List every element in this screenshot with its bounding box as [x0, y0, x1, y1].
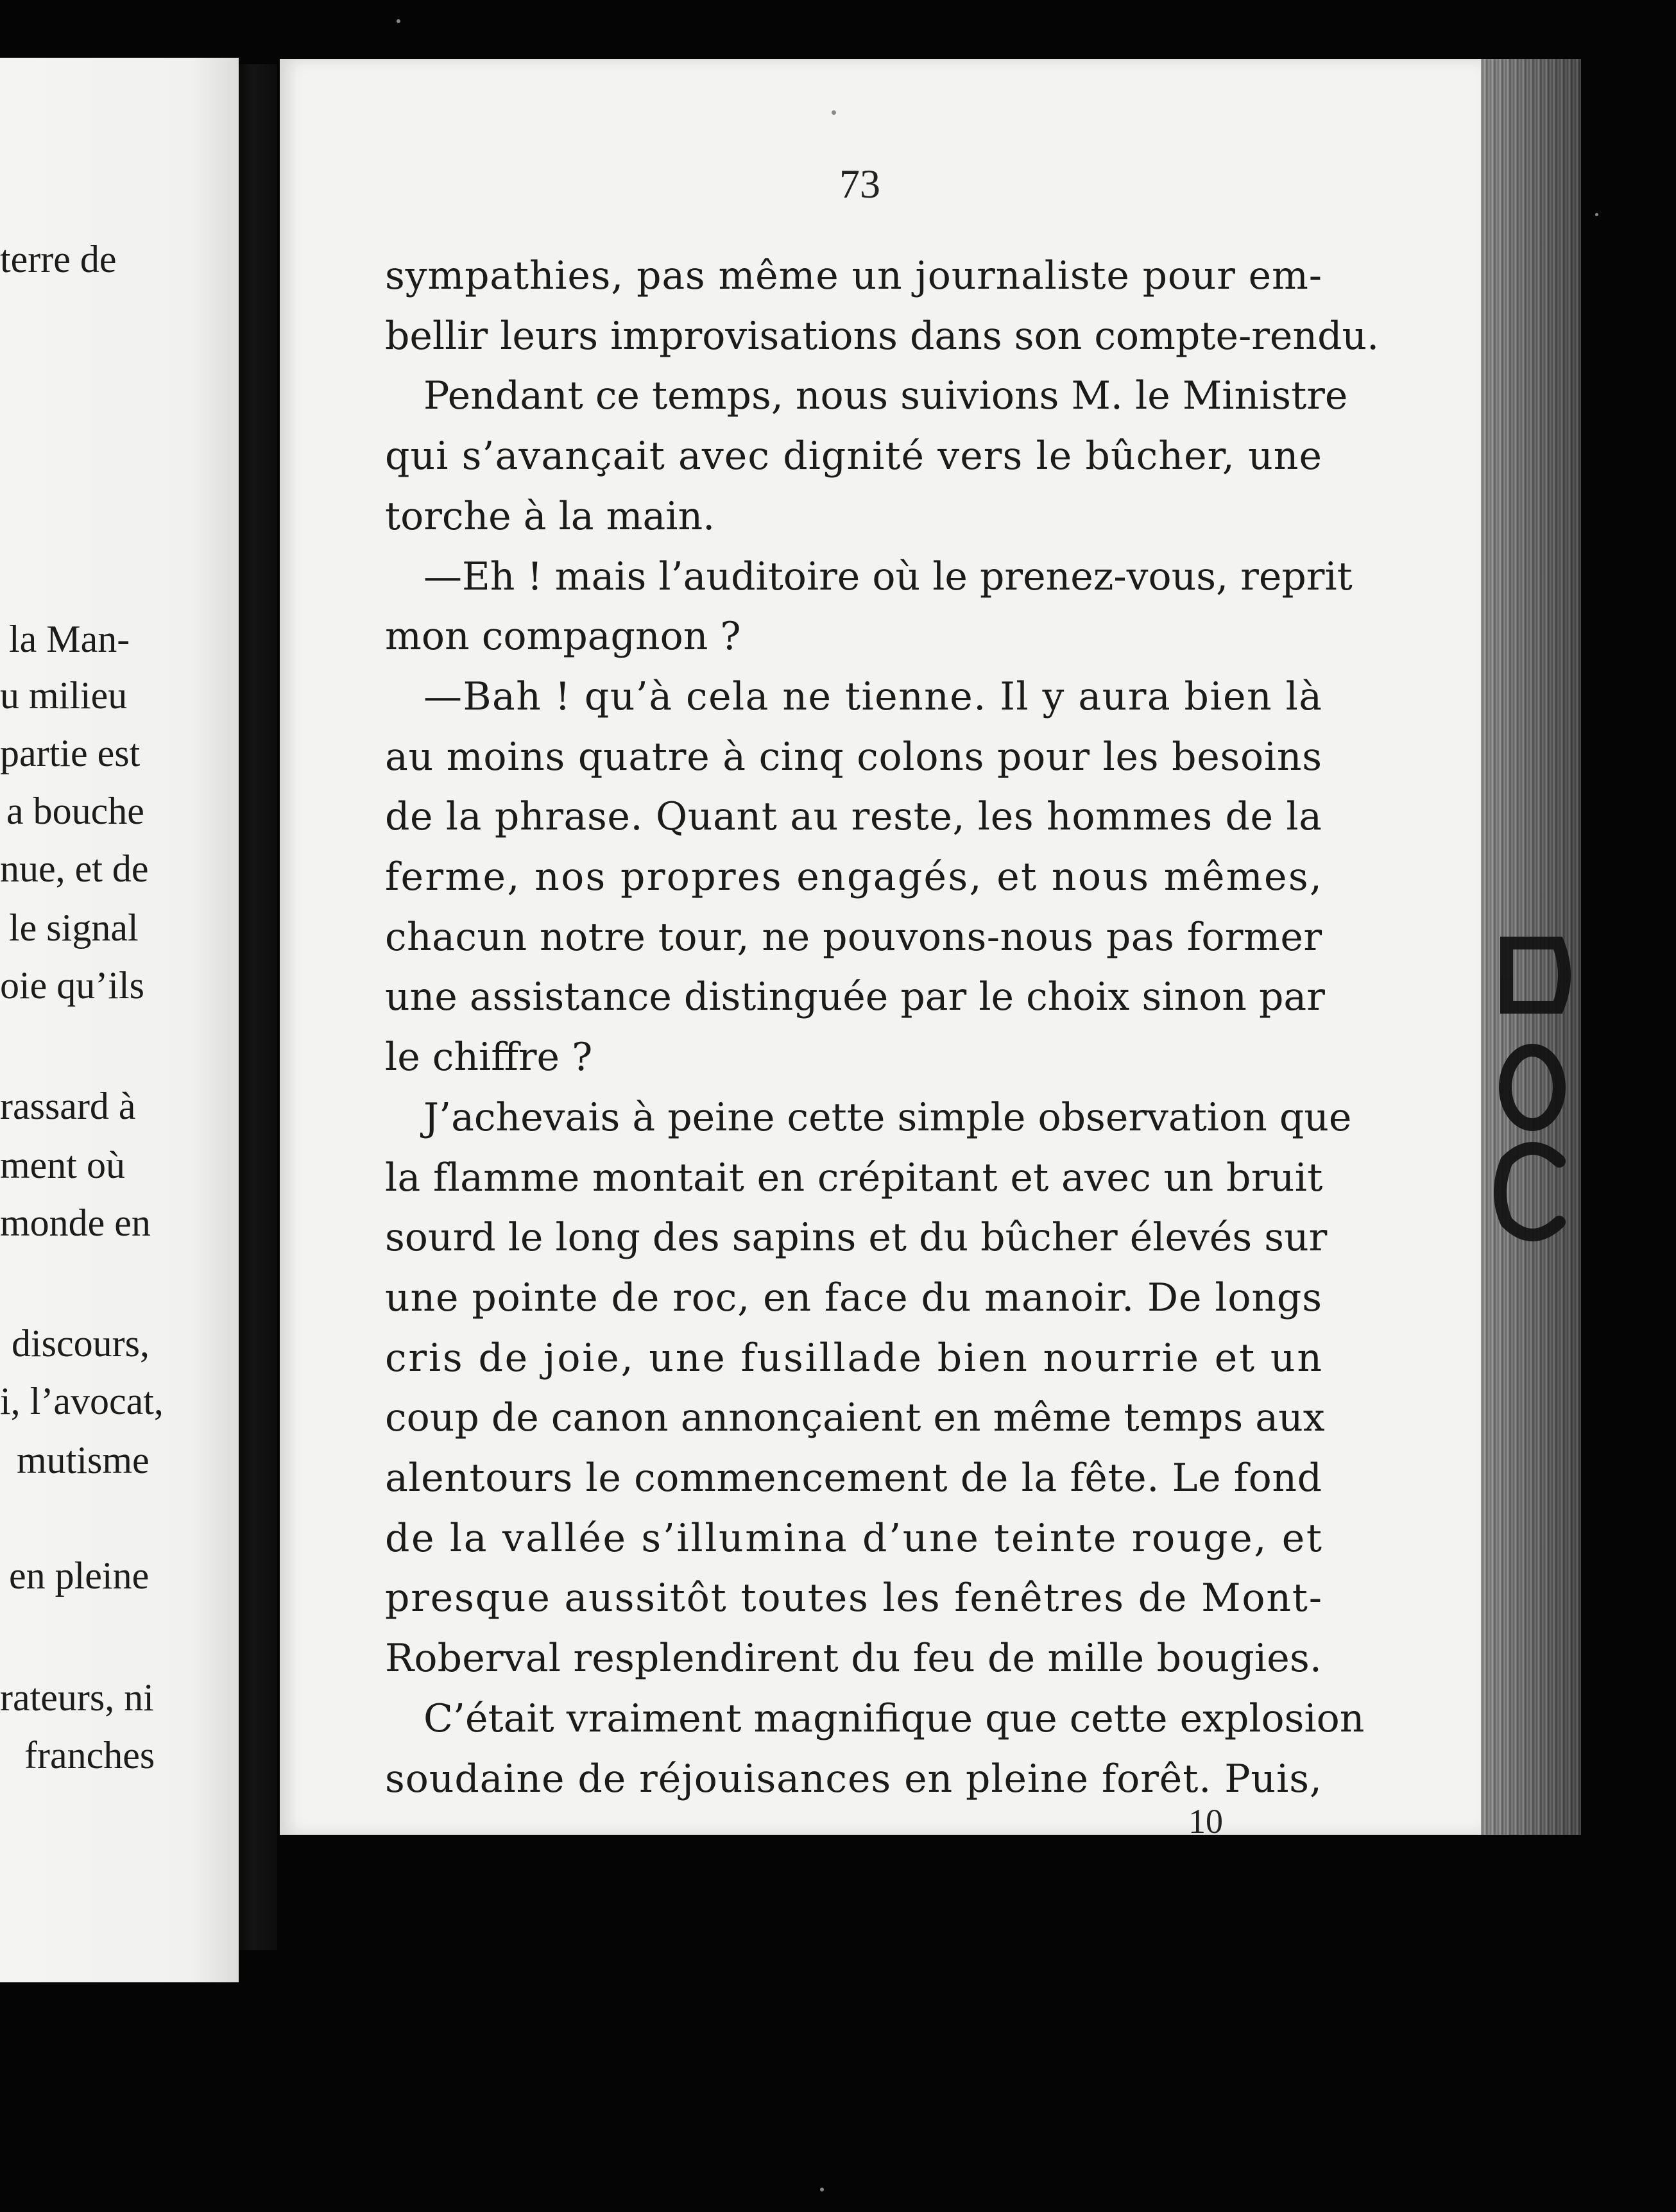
text-line: ferme, nos propres engagés, et nous mêmes,: [385, 855, 1324, 899]
text-line: torche à la main.: [385, 494, 715, 539]
book-gutter: [239, 64, 277, 1950]
text-line: coup de canon annonçaient en même temps aux: [385, 1395, 1325, 1440]
text-line: chacun notre tour, ne pouvons-nous pas former: [385, 915, 1322, 960]
left-page-line: mutisme: [17, 1439, 150, 1481]
text-line: le chiffre ?: [385, 1035, 593, 1080]
text-line: de la phrase. Quant au reste, les hommes de la: [385, 794, 1322, 839]
text-line: de la vallée s’illumina d’une teinte rouge, et: [385, 1516, 1324, 1561]
text-line: Roberval resplendirent du feu de mille bougies.: [385, 1636, 1322, 1681]
text-line: Pendant ce temps, nous suivions M. le Ministre: [423, 373, 1348, 418]
text-line: presque aussitôt toutes les fenêtres de Mont-: [385, 1576, 1323, 1621]
left-page-line: rassard à: [0, 1085, 136, 1127]
text-line: bellir leurs improvisations dans son compte-rendu.: [385, 314, 1380, 359]
text-line: C’était vraiment magnifique que cette explosion: [423, 1696, 1365, 1741]
left-page-line: nue, et de: [0, 847, 149, 890]
text-line: sympathies, pas même un journaliste pour em-: [385, 253, 1322, 298]
text-line: mon compagnon ?: [385, 614, 741, 659]
left-facing-page: [0, 58, 239, 1982]
text-line: J’achevais à peine cette simple observation que: [423, 1095, 1352, 1140]
text-line: —Eh ! mais l’auditoire où le prenez-vous, reprit: [423, 554, 1353, 599]
text-line: sourd le long des sapins et du bûcher élevés sur: [385, 1215, 1328, 1260]
left-page-line: le signal: [9, 906, 139, 949]
left-page-line: partie est: [0, 732, 141, 774]
left-page-line: la Man-: [9, 618, 130, 660]
text-line: —Bah ! qu’à cela ne tienne. Il y aura bien là: [423, 674, 1323, 719]
left-page-line: u milieu: [0, 674, 128, 717]
library-stamp: [1487, 930, 1577, 1264]
text-line: une assistance distinguée par le choix sinon par: [385, 974, 1325, 1019]
dust-speck: [820, 2188, 824, 2191]
dust-speck: [397, 19, 400, 23]
text-line: qui s’avançait avec dignité vers le bûcher, une: [385, 434, 1323, 479]
signature-mark: 10: [1188, 1802, 1223, 1841]
left-page-line: monde en: [0, 1202, 151, 1244]
left-page-line: discours,: [12, 1322, 150, 1365]
left-page-line: rateurs, ni: [0, 1676, 154, 1719]
text-line: alentours le commencement de la fête. Le fond: [385, 1456, 1322, 1501]
left-page-line: ment où: [0, 1144, 125, 1186]
text-line: soudaine de réjouisances en pleine forêt. Puis,: [385, 1757, 1322, 1801]
left-page-line: en pleine: [9, 1554, 150, 1597]
dust-speck: [1595, 213, 1598, 216]
text-line: cris de joie, une fusillade bien nourrie et un: [385, 1336, 1324, 1381]
left-page-line: i, l’avocat,: [0, 1380, 164, 1422]
left-page-line: terre de: [0, 238, 117, 280]
text-line: la flamme montait en crépitant et avec un bruit: [385, 1155, 1323, 1200]
page-number: 73: [839, 161, 880, 207]
left-page-line: a bouche: [6, 790, 144, 832]
left-page-line: oie qu’ils: [0, 964, 144, 1007]
dust-speck: [832, 110, 836, 115]
left-page-line: franches: [24, 1734, 155, 1776]
text-line: une pointe de roc, en face du manoir. De longs: [385, 1275, 1322, 1320]
text-line: au moins quatre à cinq colons pour les besoins: [385, 735, 1322, 779]
